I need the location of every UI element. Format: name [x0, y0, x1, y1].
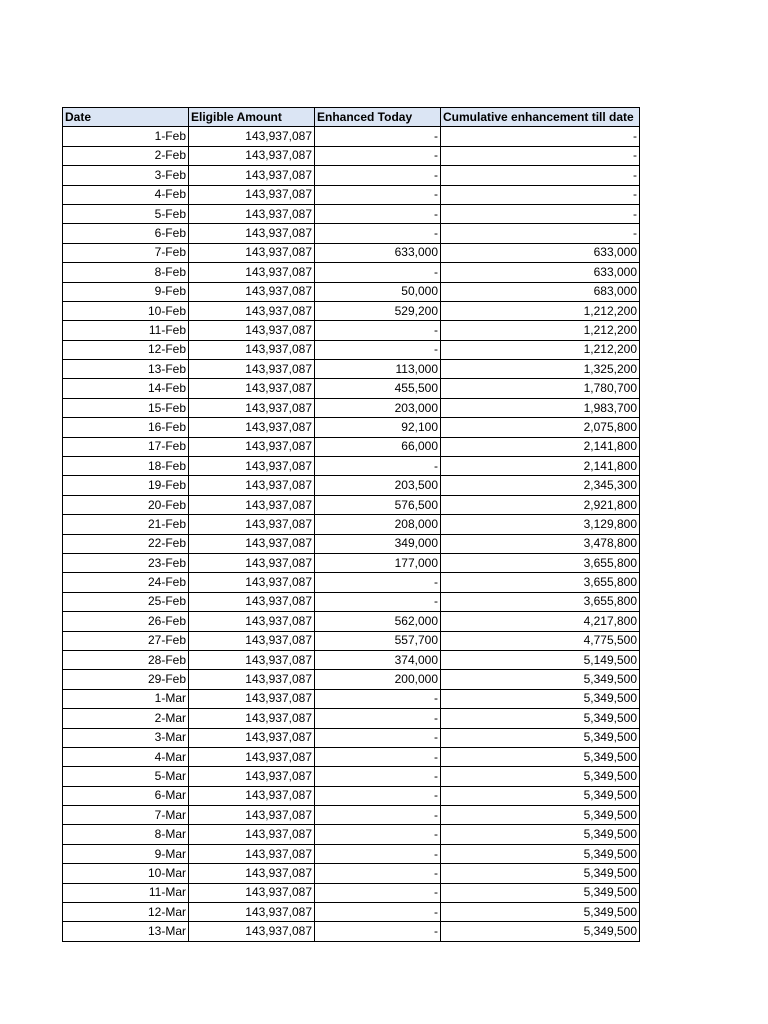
cell-cumulative-enhancement: 2,921,800 [441, 495, 640, 514]
cell-cumulative-enhancement: 5,349,500 [441, 844, 640, 863]
table-row [63, 553, 640, 572]
table-row [63, 185, 640, 204]
table-row [63, 263, 640, 282]
cell-eligible-amount: 143,937,087 [189, 612, 315, 631]
table-row [63, 631, 640, 650]
table-row [63, 418, 640, 437]
cell-date: 8-Mar [63, 825, 189, 844]
cell-cumulative-enhancement: - [441, 204, 640, 223]
cell-eligible-amount: 143,937,087 [189, 127, 315, 146]
cell-cumulative-enhancement: 1,780,700 [441, 379, 640, 398]
cell-eligible-amount: 143,937,087 [189, 670, 315, 689]
cell-enhanced-today: - [315, 864, 441, 883]
cell-eligible-amount: 143,937,087 [189, 631, 315, 650]
table-row [63, 747, 640, 766]
enhancement-table [62, 107, 640, 942]
cell-cumulative-enhancement: - [441, 166, 640, 185]
cell-cumulative-enhancement: - [441, 185, 640, 204]
cell-date: 27-Feb [63, 631, 189, 650]
cell-enhanced-today: - [315, 903, 441, 922]
cell-eligible-amount: 143,937,087 [189, 224, 315, 243]
cell-date: 1-Mar [63, 689, 189, 708]
cell-date: 4-Feb [63, 185, 189, 204]
cell-enhanced-today: - [315, 767, 441, 786]
cell-enhanced-today: - [315, 806, 441, 825]
table-row [63, 864, 640, 883]
cell-cumulative-enhancement: 683,000 [441, 282, 640, 301]
cell-enhanced-today: - [315, 321, 441, 340]
cell-eligible-amount: 143,937,087 [189, 728, 315, 747]
table-row [63, 650, 640, 669]
cell-cumulative-enhancement: 633,000 [441, 263, 640, 282]
cell-cumulative-enhancement: 5,349,500 [441, 689, 640, 708]
cell-date: 10-Feb [63, 301, 189, 320]
cell-eligible-amount: 143,937,087 [189, 437, 315, 456]
cell-enhanced-today: - [315, 457, 441, 476]
cell-enhanced-today: 374,000 [315, 650, 441, 669]
cell-enhanced-today: 455,500 [315, 379, 441, 398]
cell-date: 22-Feb [63, 534, 189, 553]
table-row [63, 282, 640, 301]
table-row [63, 360, 640, 379]
table-row [63, 398, 640, 417]
cell-date: 4-Mar [63, 747, 189, 766]
cell-date: 11-Feb [63, 321, 189, 340]
cell-eligible-amount: 143,937,087 [189, 360, 315, 379]
cell-eligible-amount: 143,937,087 [189, 883, 315, 902]
cell-enhanced-today: 529,200 [315, 301, 441, 320]
table-row [63, 379, 640, 398]
table-row [63, 844, 640, 863]
cell-date: 5-Mar [63, 767, 189, 786]
cell-date: 28-Feb [63, 650, 189, 669]
table-row [63, 224, 640, 243]
cell-enhanced-today: - [315, 825, 441, 844]
cell-eligible-amount: 143,937,087 [189, 418, 315, 437]
cell-enhanced-today: 557,700 [315, 631, 441, 650]
cell-enhanced-today: - [315, 573, 441, 592]
cell-date: 1-Feb [63, 127, 189, 146]
cell-cumulative-enhancement: 3,129,800 [441, 515, 640, 534]
cell-eligible-amount: 143,937,087 [189, 495, 315, 514]
cell-cumulative-enhancement: 5,349,500 [441, 864, 640, 883]
cell-date: 23-Feb [63, 553, 189, 572]
table-row [63, 612, 640, 631]
table-row [63, 767, 640, 786]
cell-date: 3-Mar [63, 728, 189, 747]
cell-cumulative-enhancement: 2,075,800 [441, 418, 640, 437]
cell-eligible-amount: 143,937,087 [189, 166, 315, 185]
cell-eligible-amount: 143,937,087 [189, 398, 315, 417]
cell-eligible-amount: 143,937,087 [189, 806, 315, 825]
cell-enhanced-today: 633,000 [315, 243, 441, 262]
table-row [63, 573, 640, 592]
table-row [63, 243, 640, 262]
cell-cumulative-enhancement: 5,349,500 [441, 806, 640, 825]
table-row [63, 825, 640, 844]
cell-date: 7-Mar [63, 806, 189, 825]
table-row [63, 689, 640, 708]
cell-cumulative-enhancement: 5,349,500 [441, 709, 640, 728]
table-row [63, 806, 640, 825]
table-row [63, 476, 640, 495]
spreadsheet-page [62, 107, 640, 942]
cell-eligible-amount: 143,937,087 [189, 204, 315, 223]
cell-date: 15-Feb [63, 398, 189, 417]
cell-date: 13-Feb [63, 360, 189, 379]
table-row [63, 437, 640, 456]
table-row [63, 709, 640, 728]
cell-enhanced-today: - [315, 592, 441, 611]
table-body [63, 127, 640, 941]
cell-eligible-amount: 143,937,087 [189, 844, 315, 863]
cell-date: 26-Feb [63, 612, 189, 631]
cell-eligible-amount: 143,937,087 [189, 185, 315, 204]
cell-date: 3-Feb [63, 166, 189, 185]
cell-eligible-amount: 143,937,087 [189, 864, 315, 883]
cell-cumulative-enhancement: 5,349,500 [441, 922, 640, 941]
cell-enhanced-today: 200,000 [315, 670, 441, 689]
cell-enhanced-today: - [315, 127, 441, 146]
cell-date: 12-Mar [63, 903, 189, 922]
table-row [63, 786, 640, 805]
header-cumulative-enhancement: Cumulative enhancement till date [441, 108, 640, 127]
table-row [63, 728, 640, 747]
cell-enhanced-today: - [315, 185, 441, 204]
cell-enhanced-today: 562,000 [315, 612, 441, 631]
cell-eligible-amount: 143,937,087 [189, 573, 315, 592]
cell-enhanced-today: - [315, 224, 441, 243]
cell-enhanced-today: 203,500 [315, 476, 441, 495]
cell-date: 9-Mar [63, 844, 189, 863]
table-row [63, 534, 640, 553]
cell-cumulative-enhancement: - [441, 146, 640, 165]
cell-cumulative-enhancement: 1,212,200 [441, 301, 640, 320]
cell-eligible-amount: 143,937,087 [189, 534, 315, 553]
cell-enhanced-today: - [315, 786, 441, 805]
table-row [63, 592, 640, 611]
cell-date: 19-Feb [63, 476, 189, 495]
header-enhanced-today: Enhanced Today [315, 108, 441, 127]
cell-date: 2-Feb [63, 146, 189, 165]
cell-date: 18-Feb [63, 457, 189, 476]
cell-date: 20-Feb [63, 495, 189, 514]
cell-enhanced-today: 576,500 [315, 495, 441, 514]
table-row [63, 495, 640, 514]
cell-cumulative-enhancement: - [441, 127, 640, 146]
cell-date: 6-Mar [63, 786, 189, 805]
cell-eligible-amount: 143,937,087 [189, 747, 315, 766]
cell-cumulative-enhancement: 3,655,800 [441, 553, 640, 572]
cell-cumulative-enhancement: 5,349,500 [441, 747, 640, 766]
cell-date: 7-Feb [63, 243, 189, 262]
cell-cumulative-enhancement: 1,212,200 [441, 340, 640, 359]
cell-eligible-amount: 143,937,087 [189, 767, 315, 786]
cell-cumulative-enhancement: 5,349,500 [441, 767, 640, 786]
cell-cumulative-enhancement: 3,655,800 [441, 573, 640, 592]
cell-enhanced-today: - [315, 166, 441, 185]
cell-eligible-amount: 143,937,087 [189, 282, 315, 301]
cell-date: 29-Feb [63, 670, 189, 689]
cell-cumulative-enhancement: 633,000 [441, 243, 640, 262]
cell-cumulative-enhancement: 5,349,500 [441, 670, 640, 689]
cell-enhanced-today: - [315, 146, 441, 165]
table-header [63, 108, 640, 127]
cell-cumulative-enhancement: 4,217,800 [441, 612, 640, 631]
cell-enhanced-today: 66,000 [315, 437, 441, 456]
cell-date: 2-Mar [63, 709, 189, 728]
cell-enhanced-today: 92,100 [315, 418, 441, 437]
cell-enhanced-today: - [315, 689, 441, 708]
cell-enhanced-today: - [315, 844, 441, 863]
table-row [63, 457, 640, 476]
table-row [63, 883, 640, 902]
cell-date: 10-Mar [63, 864, 189, 883]
cell-date: 9-Feb [63, 282, 189, 301]
cell-cumulative-enhancement: 5,349,500 [441, 883, 640, 902]
cell-eligible-amount: 143,937,087 [189, 243, 315, 262]
table-row [63, 340, 640, 359]
header-date: Date [63, 108, 189, 127]
cell-cumulative-enhancement: 1,325,200 [441, 360, 640, 379]
cell-eligible-amount: 143,937,087 [189, 786, 315, 805]
cell-enhanced-today: 208,000 [315, 515, 441, 534]
header-row [63, 108, 640, 127]
cell-eligible-amount: 143,937,087 [189, 689, 315, 708]
cell-enhanced-today: - [315, 747, 441, 766]
cell-eligible-amount: 143,937,087 [189, 146, 315, 165]
cell-date: 13-Mar [63, 922, 189, 941]
table-row [63, 127, 640, 146]
cell-eligible-amount: 143,937,087 [189, 457, 315, 476]
cell-cumulative-enhancement: 5,349,500 [441, 825, 640, 844]
cell-date: 5-Feb [63, 204, 189, 223]
cell-date: 8-Feb [63, 263, 189, 282]
table-row [63, 321, 640, 340]
cell-date: 16-Feb [63, 418, 189, 437]
cell-enhanced-today: 113,000 [315, 360, 441, 379]
table-row [63, 146, 640, 165]
cell-date: 12-Feb [63, 340, 189, 359]
cell-cumulative-enhancement: 5,349,500 [441, 728, 640, 747]
cell-date: 25-Feb [63, 592, 189, 611]
cell-enhanced-today: - [315, 883, 441, 902]
cell-enhanced-today: - [315, 263, 441, 282]
cell-enhanced-today: 203,000 [315, 398, 441, 417]
cell-eligible-amount: 143,937,087 [189, 301, 315, 320]
cell-eligible-amount: 143,937,087 [189, 709, 315, 728]
cell-enhanced-today: - [315, 709, 441, 728]
cell-enhanced-today: - [315, 340, 441, 359]
cell-date: 14-Feb [63, 379, 189, 398]
cell-enhanced-today: - [315, 922, 441, 941]
table-row [63, 670, 640, 689]
header-eligible-amount: Eligible Amount [189, 108, 315, 127]
cell-eligible-amount: 143,937,087 [189, 263, 315, 282]
cell-cumulative-enhancement: 2,141,800 [441, 457, 640, 476]
cell-enhanced-today: 50,000 [315, 282, 441, 301]
cell-eligible-amount: 143,937,087 [189, 650, 315, 669]
table-row [63, 166, 640, 185]
cell-eligible-amount: 143,937,087 [189, 903, 315, 922]
cell-eligible-amount: 143,937,087 [189, 321, 315, 340]
cell-cumulative-enhancement: 3,655,800 [441, 592, 640, 611]
cell-enhanced-today: - [315, 204, 441, 223]
cell-eligible-amount: 143,937,087 [189, 379, 315, 398]
cell-date: 24-Feb [63, 573, 189, 592]
cell-cumulative-enhancement: 2,141,800 [441, 437, 640, 456]
cell-date: 17-Feb [63, 437, 189, 456]
cell-eligible-amount: 143,937,087 [189, 340, 315, 359]
cell-eligible-amount: 143,937,087 [189, 825, 315, 844]
table-row [63, 922, 640, 941]
table-row [63, 515, 640, 534]
cell-date: 6-Feb [63, 224, 189, 243]
cell-eligible-amount: 143,937,087 [189, 922, 315, 941]
cell-cumulative-enhancement: 3,478,800 [441, 534, 640, 553]
table-row [63, 903, 640, 922]
cell-cumulative-enhancement: 1,212,200 [441, 321, 640, 340]
cell-eligible-amount: 143,937,087 [189, 515, 315, 534]
table-row [63, 204, 640, 223]
cell-eligible-amount: 143,937,087 [189, 553, 315, 572]
cell-date: 21-Feb [63, 515, 189, 534]
cell-eligible-amount: 143,937,087 [189, 592, 315, 611]
cell-enhanced-today: 177,000 [315, 553, 441, 572]
cell-cumulative-enhancement: - [441, 224, 640, 243]
cell-eligible-amount: 143,937,087 [189, 476, 315, 495]
cell-cumulative-enhancement: 5,349,500 [441, 903, 640, 922]
cell-cumulative-enhancement: 4,775,500 [441, 631, 640, 650]
cell-enhanced-today: - [315, 728, 441, 747]
cell-date: 11-Mar [63, 883, 189, 902]
cell-cumulative-enhancement: 2,345,300 [441, 476, 640, 495]
cell-cumulative-enhancement: 5,349,500 [441, 786, 640, 805]
cell-cumulative-enhancement: 1,983,700 [441, 398, 640, 417]
cell-enhanced-today: 349,000 [315, 534, 441, 553]
table-row [63, 301, 640, 320]
cell-cumulative-enhancement: 5,149,500 [441, 650, 640, 669]
